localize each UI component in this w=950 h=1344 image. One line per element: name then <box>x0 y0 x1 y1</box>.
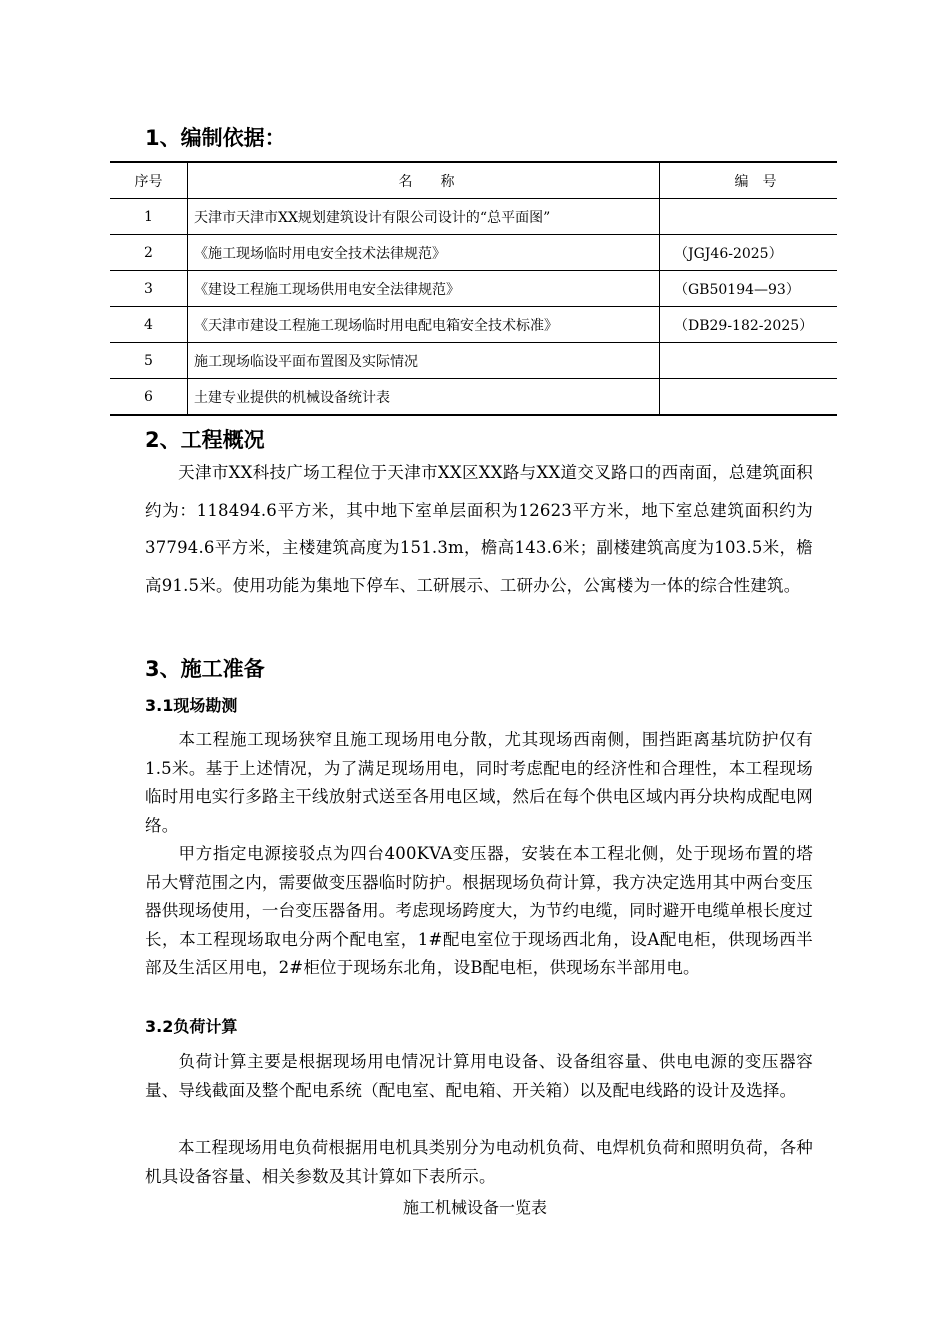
survey-paragraph-1-text: 本工程施工现场狭窄且施工现场用电分散，尤其现场西南侧，围挡距离基坑防护仅有1.5米。基于上述情况，为了满足现场用电，同时考虑配电的经济性和合理性，本工程现场临时用电实行多路主干线放射式送至各用电区域，然后在每个供电区域内再分块构成配电网络。 <box>145 730 813 835</box>
row-code: （GB50194—93） <box>660 271 838 307</box>
row-code <box>660 379 838 416</box>
project-overview-paragraph <box>145 454 813 604</box>
row-index: 2 <box>110 235 188 271</box>
table-row <box>110 307 837 343</box>
section-1-heading: 1、编制依据： <box>145 126 286 150</box>
load-paragraph-2 <box>145 1134 813 1191</box>
row-index: 5 <box>110 343 188 379</box>
row-name: 《建设工程施工现场供用电安全法律规范》 <box>188 271 660 307</box>
equipment-table-caption: 施工机械设备一览表 <box>402 1198 547 1217</box>
survey-paragraph-1 <box>145 726 813 840</box>
table-row <box>110 271 837 307</box>
row-index: 6 <box>110 379 188 416</box>
survey-paragraph-2 <box>145 840 813 983</box>
row-code <box>660 343 838 379</box>
row-index: 4 <box>110 307 188 343</box>
row-index: 1 <box>110 199 188 235</box>
load-paragraph-1 <box>145 1048 813 1105</box>
table-header-row <box>110 162 837 199</box>
row-name: 天津市天津市XX规划建筑设计有限公司设计的“总平面图” <box>188 199 660 235</box>
row-code <box>660 199 838 235</box>
subsection-3-2-heading: 3.2负荷计算 <box>145 1017 238 1036</box>
load-paragraph-2-text: 本工程现场用电负荷根据用电机具类别分为电动机负荷、电焊机负荷和照明负荷，各种机具设备容量、相关参数及其计算如下表所示。 <box>145 1138 813 1186</box>
row-name: 土建专业提供的机械设备统计表 <box>188 379 660 416</box>
reference-table <box>110 161 837 416</box>
row-name: 《天津市建设工程施工现场临时用电配电箱安全技术标准》 <box>188 307 660 343</box>
subsection-3-1-heading: 3.1现场勘测 <box>145 696 238 715</box>
table-row <box>110 379 837 416</box>
table-row <box>110 343 837 379</box>
table-row <box>110 235 837 271</box>
project-overview-text: 天津市XX科技广场工程位于天津市XX区XX路与XX道交叉路口的西南面，总建筑面积约为：118494.6平方米，其中地下室单层面积为12623平方米，地下室总建筑面积约为37794.6平方米，主楼建筑高度为151.3m，檐高143.6米；副楼建筑高度为103.5米，檐高91.5米。使用功能为集地下停车、工研展示、工研办公，公寓楼为一体的综合性建筑。 <box>145 463 813 595</box>
header-name: 名 称 <box>188 162 660 199</box>
row-code: （DB29-182-2025） <box>660 307 838 343</box>
row-index: 3 <box>110 271 188 307</box>
survey-paragraph-2-text: 甲方指定电源接驳点为四台400KVA变压器，安装在本工程北侧，处于现场布置的塔吊大臂范围之内，需要做变压器临时防护。根据现场负荷计算，我方决定选用其中两台变压器供现场使用，一台变压器备用。考虑现场跨度大，为节约电缆，同时避开电缆单根长度过长，本工程现场取电分两个配电室，1#配电室位于现场西北角，设A配电柜，供现场西半部及生活区用电，2#柜位于现场东北角，设B配电柜，供现场东半部用电。 <box>145 844 813 977</box>
row-name: 《施工现场临时用电安全技术法律规范》 <box>188 235 660 271</box>
section-3-heading: 3、施工准备 <box>145 657 265 681</box>
load-paragraph-1-text: 负荷计算主要是根据现场用电情况计算用电设备、设备组容量、供电电源的变压器容量、导线截面及整个配电系统（配电室、配电箱、开关箱）以及配电线路的设计及选择。 <box>145 1052 813 1100</box>
section-2-heading: 2、工程概况 <box>145 428 265 452</box>
table-row <box>110 199 837 235</box>
header-code: 编 号 <box>660 162 838 199</box>
row-code: （JGJ46-2025） <box>660 235 838 271</box>
header-index: 序号 <box>110 162 188 199</box>
row-name: 施工现场临设平面布置图及实际情况 <box>188 343 660 379</box>
